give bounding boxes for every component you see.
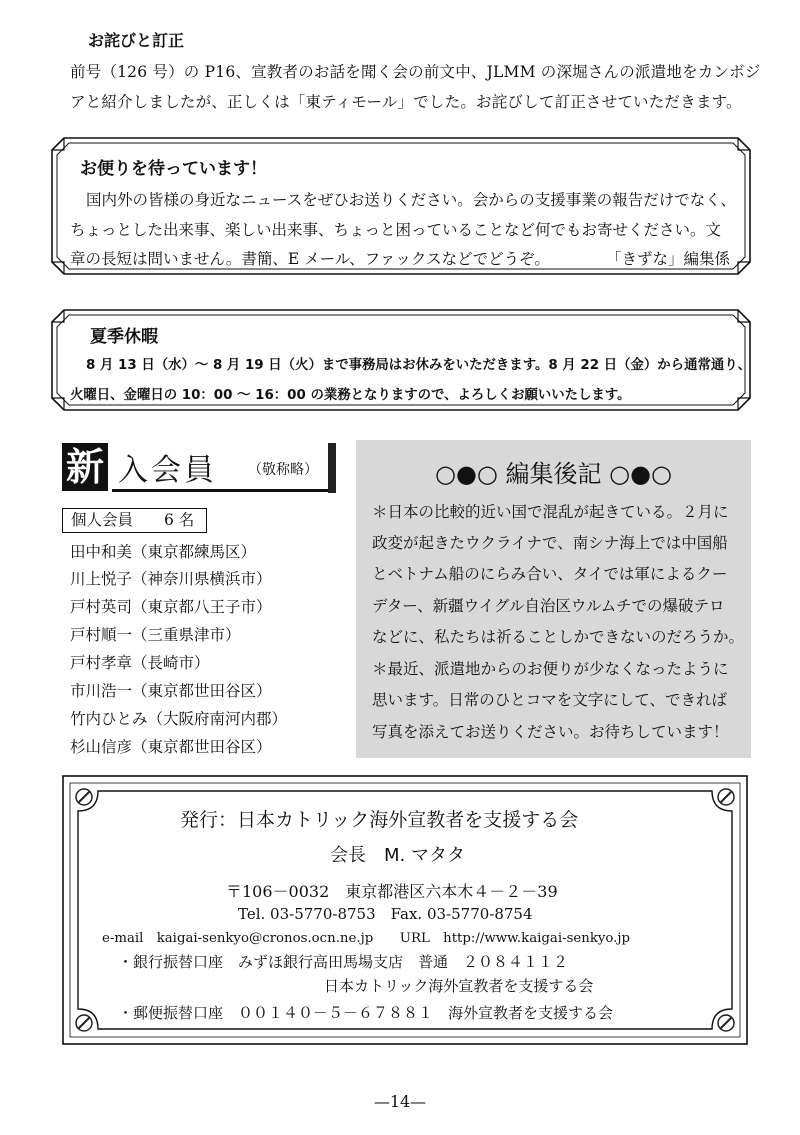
correction-line: アと紹介しましたが、正しくは「東ティモール」でした。お詫びして訂正させていただきます。	[70, 93, 742, 111]
email-url: e-mail kaigai-senkyo@cronos.ocn.ne.jp URL http://www.kaigai-senkyo.jp	[102, 931, 631, 946]
heading-rest: 入会員	[118, 453, 217, 488]
page-number: —14—	[373, 1092, 427, 1111]
member-item: 田中和美（東京都練馬区）	[70, 543, 257, 561]
letters-box-signature: 「きずな」編集係	[606, 250, 731, 268]
postscript-title: ○●○ 編集後記 ○●○	[435, 460, 672, 488]
postscript-line: デター、新疆ウイグル自治区ウルムチでの爆破テロ	[372, 597, 725, 615]
heading-first-char: 新	[62, 443, 108, 491]
president-name: 会長 M. マタタ	[330, 845, 465, 866]
heading-end-bar	[328, 443, 336, 493]
member-item: 戸村孝章（長崎市）	[70, 654, 210, 672]
screw-icon	[74, 787, 94, 807]
letters-box-line: 章の長短は問いません。書簡、E メール、ファックスなどでどうぞ。	[70, 250, 550, 268]
holiday-box-title: 夏季休暇	[90, 327, 158, 347]
publisher-info-box	[62, 775, 748, 1045]
member-item: 戸村英司（東京都八王子市）	[70, 598, 272, 616]
letters-wanted-box	[50, 136, 752, 276]
letters-box-line: ちょっとした出来事、楽しい出来事、ちょっと困っていることなど何でもお寄せください。文	[70, 221, 722, 239]
issuer-name: 発行：日本カトリック海外宣教者を支援する会	[180, 809, 579, 831]
member-item: 川上悦子（神奈川県横浜市）	[70, 570, 272, 588]
postal-transfer-account: ・郵便振替口座 ００１４０－５－６７８８１ 海外宣教者を支援する会	[118, 1004, 614, 1022]
correction-title: お詫びと訂正	[88, 31, 185, 50]
screw-icon	[716, 1013, 736, 1033]
postscript-line: とベトナム船のにらみ合い、タイでは軍によるクー	[372, 565, 728, 583]
new-members-heading	[62, 443, 336, 493]
postscript-line: 思います。日常のひとコマを文字にして、できれば	[372, 691, 727, 709]
heading-note: （敬称略）	[248, 462, 318, 478]
postscript-line: 写真を添えてお送りください。お待ちしています！	[372, 723, 729, 741]
postal-address: 〒106－0032 東京都港区六本木４－２－39	[226, 882, 558, 901]
screw-icon	[74, 1013, 94, 1033]
correction-line: 前号（126 号）の P16、宣教者のお話を聞く会の前文中、JLMM の深堀さんの派遣地をカンボジ	[70, 63, 761, 81]
phone-fax: Tel. 03-5770-8753 Fax. 03-5770-8754	[238, 905, 533, 923]
bank-transfer-account: ・銀行振替口座 みずほ銀行高田馬場支店 普通 ２０８４１１２	[118, 953, 569, 971]
member-item: 竹内ひとみ（大阪府南河内郡）	[70, 710, 288, 728]
bank-account-name: 日本カトリック海外宣教者を支援する会	[324, 977, 594, 995]
postscript-line: などに、私たちは祈ることしかできないのだろうか。	[372, 628, 745, 646]
screw-icon	[716, 787, 736, 807]
member-count-label: 個人会員 6 名	[62, 508, 207, 533]
holiday-box-line: 火曜日、金曜日の 10：00 ～ 16：00 の業務となりますので、よろしくお願いいたします。	[70, 388, 631, 403]
editors-postscript	[356, 440, 751, 758]
letters-box-line: 国内外の皆様の身近なニュースをぜひお送りください。会からの支援事業の報告だけでなく、	[86, 191, 736, 209]
heading-underline	[112, 489, 328, 492]
summer-holiday-box	[50, 308, 752, 412]
member-item: 市川浩一（東京都世田谷区）	[70, 682, 272, 700]
postscript-line: ＊最近、派遣地からのお便りが少なくなったように	[372, 660, 729, 678]
letters-box-title: お便りを待っています！	[80, 159, 267, 179]
postscript-line: 政変が起きたウクライナで、南シナ海上では中国船	[372, 534, 728, 552]
member-item: 戸村順一（三重県津市）	[70, 626, 241, 644]
holiday-box-line: 8 月 13 日（水）～ 8 月 19 日（火）まで事務局はお休みをいただきます。8 月 22 日（金）から通常通り、	[86, 358, 752, 373]
member-item: 杉山信彦（東京都世田谷区）	[70, 738, 272, 756]
postscript-line: ＊日本の比較的近い国で混乱が起きている。２月に	[372, 503, 729, 521]
